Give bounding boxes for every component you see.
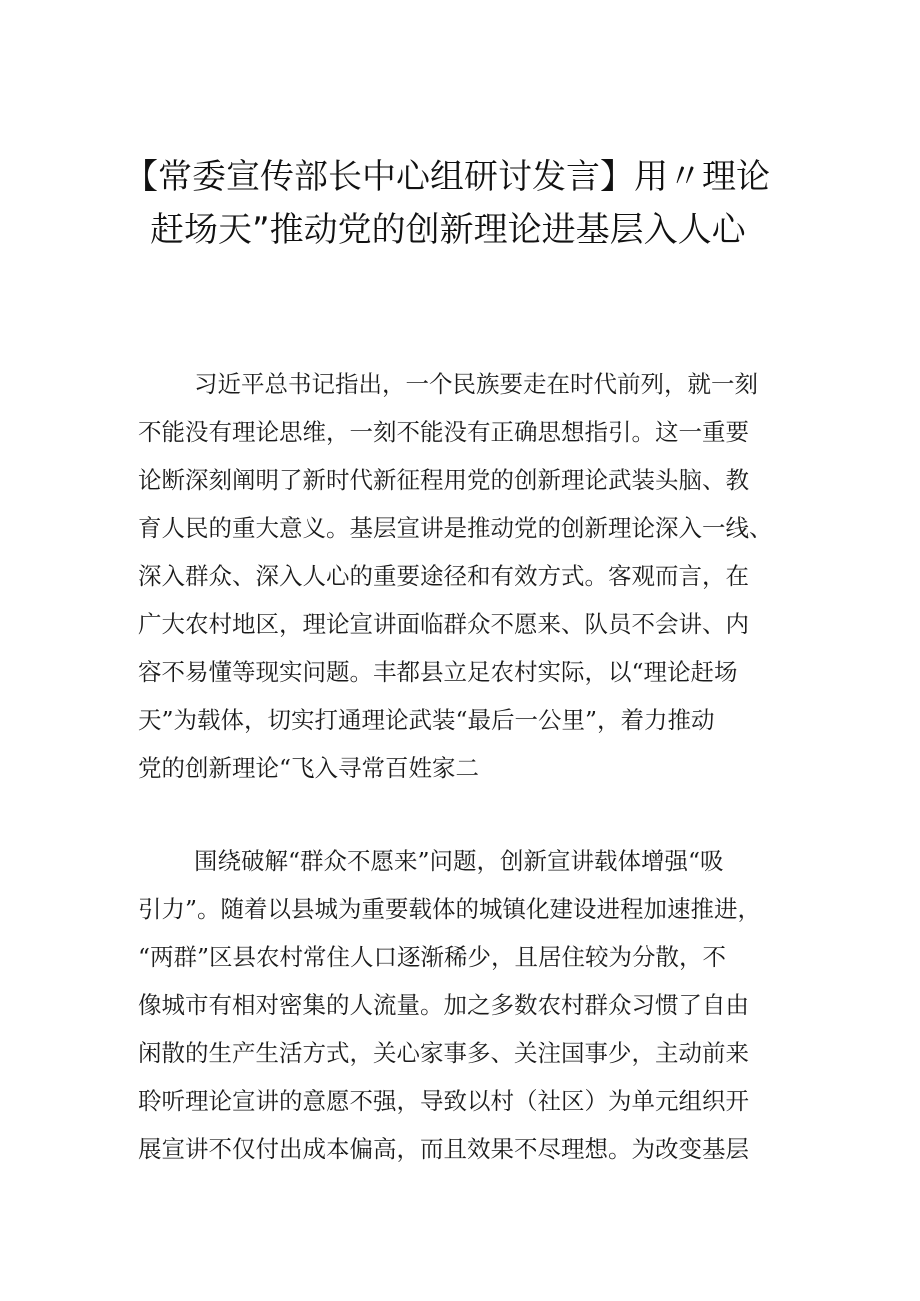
document-title-line-2: 赶场天”推动党的创新理论进基层入人心 xyxy=(150,210,746,250)
paragraph-line: 论断深刻阐明了新时代新征程用党的创新理论武装头脑、教 xyxy=(138,466,749,494)
paragraph-line: 聆听理论宣讲的意愿不强，导致以村（社区）为单元组织开 xyxy=(138,1087,749,1115)
paragraph-line: 天”为载体，切实打通理论武装“最后一公里”，着力推动 xyxy=(138,706,715,734)
paragraph-line: 育人民的重大意义。基层宣讲是推动党的创新理论深入一线、 xyxy=(138,514,773,542)
paragraph-line: 像城市有相对密集的人流量。加之多数农村群众习惯了自由 xyxy=(138,991,749,1019)
paragraph-line: 深入群众、深入人心的重要途径和有效方式。客观而言，在 xyxy=(138,562,749,590)
paragraph-line: 闲散的生产生活方式，关心家事多、关注国事少，主动前来 xyxy=(138,1039,749,1067)
paragraph-line: 展宣讲不仅付出成本偏高，而且效果不尽理想。为改变基层 xyxy=(138,1135,749,1163)
paragraph-line: 引力”。随着以县城为重要载体的城镇化建设进程加速推进， xyxy=(138,895,762,923)
body-paragraph-2 xyxy=(138,837,788,1173)
paragraph-line: 广大农村地区，理论宣讲面临群众不愿来、队员不会讲、内 xyxy=(138,610,749,638)
paragraph-line: “两群”区县农村常住人口逐渐稀少，且居住较为分散，不 xyxy=(138,943,727,971)
body-paragraph-1 xyxy=(138,360,788,792)
paragraph-line: 党的创新理论“飞入寻常百姓家二 xyxy=(138,754,480,782)
paragraph-line: 容不易懂等现实问题。丰都县立足农村实际，以“理论赶场 xyxy=(138,658,738,686)
paragraph-line: 不能没有理论思维，一刻不能没有正确思想指引。这一重要 xyxy=(138,418,749,446)
paragraph-line: 围绕破解“群众不愿来”问题，创新宣讲载体增强“吸 xyxy=(194,847,724,875)
paragraph-line: 习近平总书记指出，一个民族要走在时代前列，就一刻 xyxy=(194,370,758,398)
document-title-line-1: 【常委宣传部长中心组研讨发言】用〃理论 xyxy=(124,157,770,197)
